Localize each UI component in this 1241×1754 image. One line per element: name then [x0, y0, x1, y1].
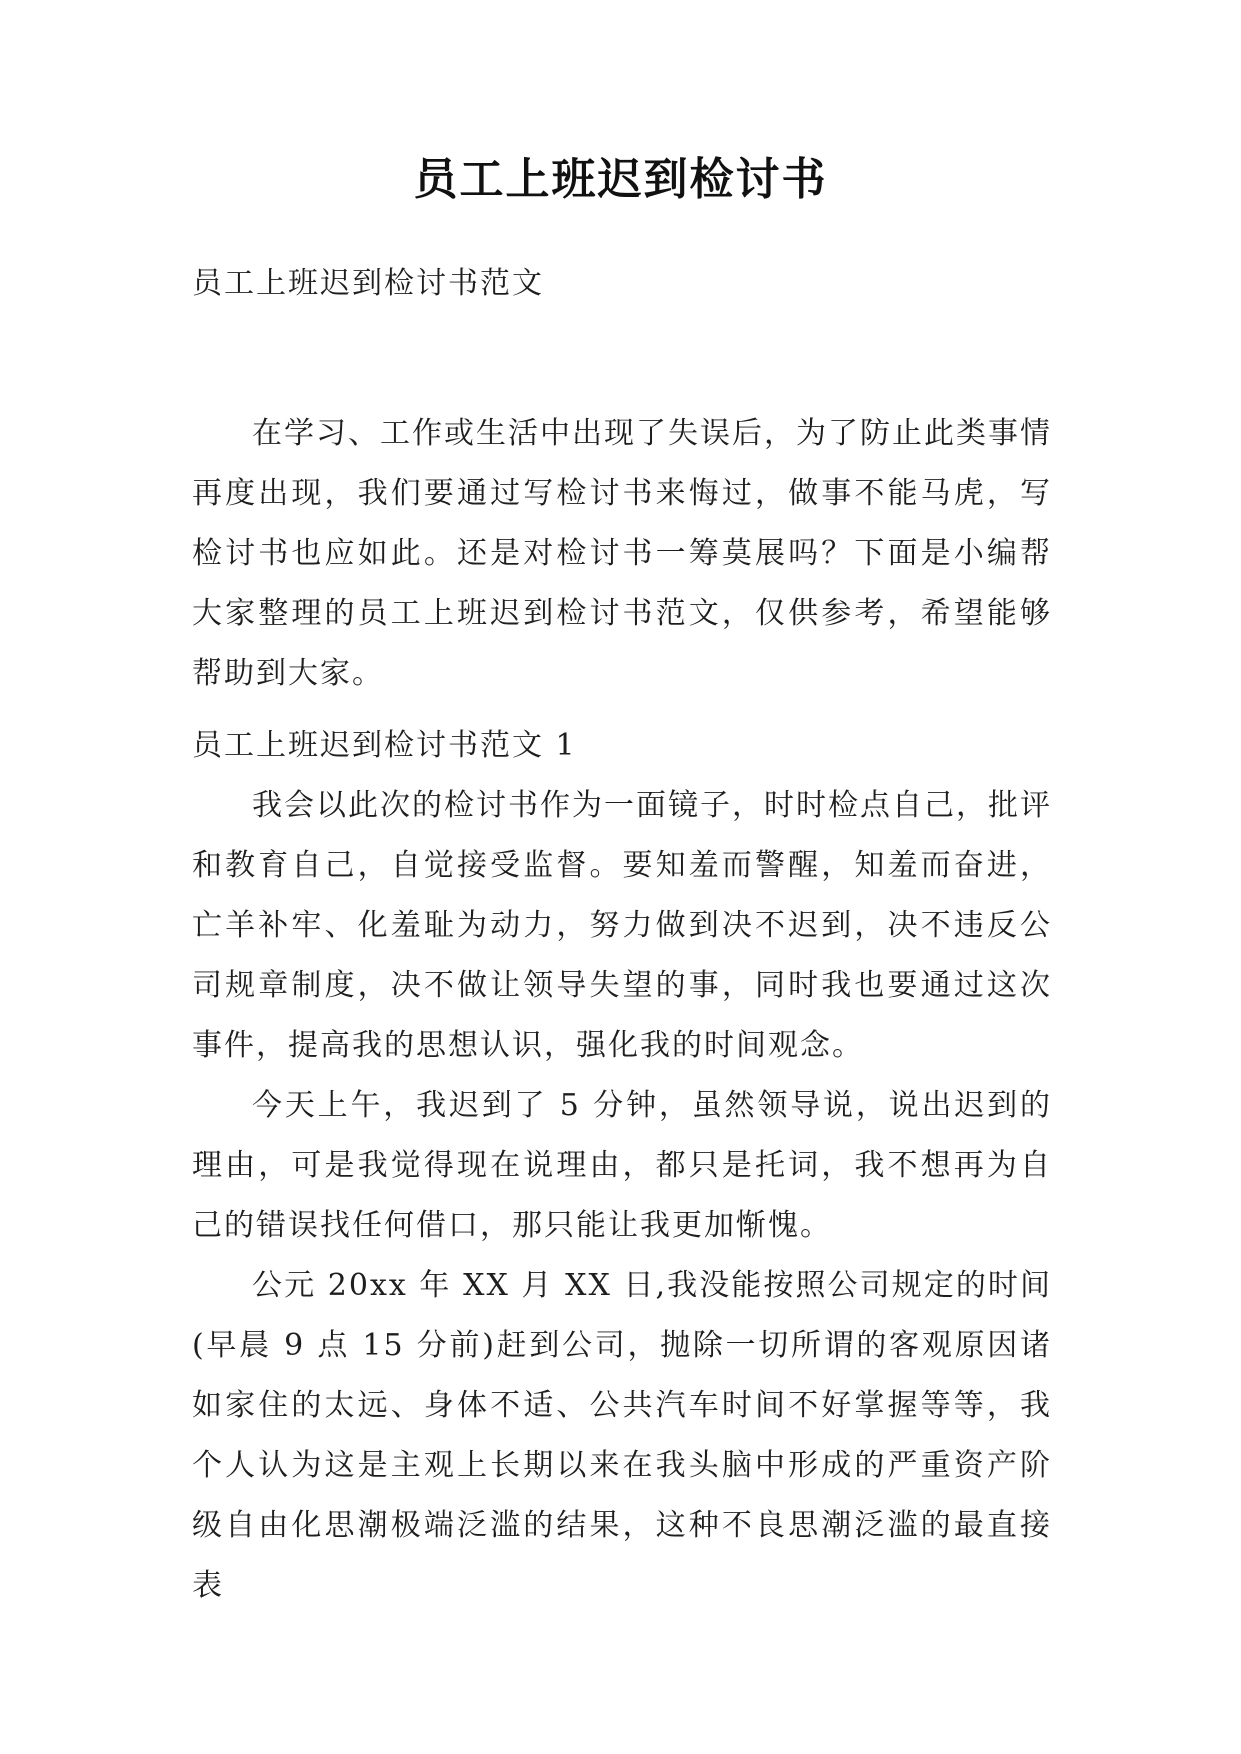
body-paragraph: 我会以此次的检讨书作为一面镜子，时时检点自己，批评和教育自己，自觉接受监督。要知羞而警醒，知羞而奋进，亡羊补牢、化羞耻为动力，努力做到决不迟到，决不违反公司规章制度，决不做让领导失望的事，同时我也要通过这次事件，提高我的思想认识，强化我的时间观念。: [192, 788, 1052, 1063]
section-body: [192, 776, 1052, 1616]
section-heading: 员工上班迟到检讨书范文 1: [192, 728, 577, 763]
document-subtitle: 员工上班迟到检讨书范文: [192, 266, 544, 301]
intro-text: 在学习、工作或生活中出现了失误后，为了防止此类事情再度出现，我们要通过写检讨书来悔过，做事不能马虎，写检讨书也应如此。还是对检讨书一筹莫展吗？下面是小编帮大家整理的员工上班迟到检讨书范文，仅供参考，希望能够帮助到大家。: [192, 416, 1052, 691]
body-paragraph: 公元 20xx 年 XX 月 XX 日,我没能按照公司规定的时间(早晨 9 点 15 分前)赶到公司，抛除一切所谓的客观原因诸如家住的太远、身体不适、公共汽车时间不好掌握等等，我个人认为这是主观上长期以来在我头脑中形成的严重资产阶级自由化思潮极端泛滥的结果，这种不良思潮泛滥的最直接表: [192, 1268, 1052, 1603]
body-paragraph: 今天上午，我迟到了 5 分钟，虽然领导说，说出迟到的理由，可是我觉得现在说理由，都只是托词，我不想再为自己的错误找任何借口，那只能让我更加惭愧。: [192, 1088, 1052, 1243]
intro-paragraph: [192, 404, 1052, 704]
document-title: 员工上班迟到检讨书: [413, 154, 828, 205]
